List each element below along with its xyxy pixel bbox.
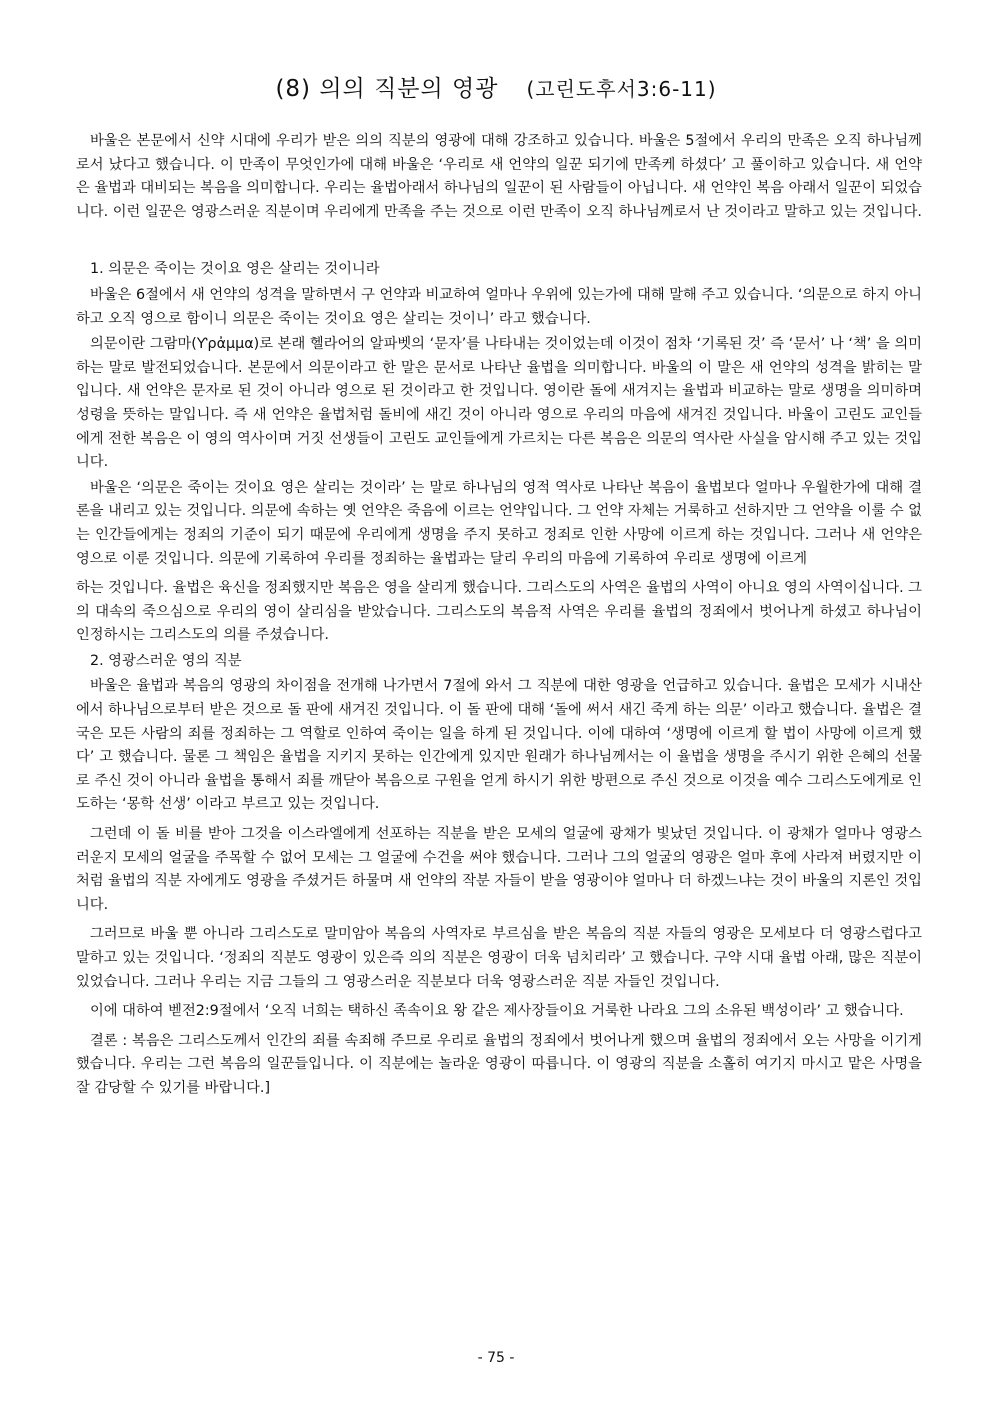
sermon-title: (8) 의의 직분의 영광 (275, 76, 499, 102)
page-title (0, 70, 992, 103)
scripture-reference: (고린도후서3:6-11) (526, 77, 717, 101)
document-body (76, 130, 922, 1107)
section-2-paragraph: 이에 대하여 벧전2:9절에서 ‘오직 너희는 택하신 족속이요 왕 같은 제사장들이요 거룩한 나라요 그의 소유된 백성이라’ 고 했습니다. (90, 1003, 904, 1020)
section-1-paragraph: 하는 것입니다. 율법은 육신을 정죄했지만 복음은 영을 살리게 했습니다. 그리스도의 사역은 율법의 사역이 아니요 영의 사역이십니다. 그의 대속의 죽으심으로 우리의 영이 살리심을 받았습니다. 그리스도의 복음적 사역은 우리를 율법의 정죄에서 벗어나게 하셨고 하나님이 인정하시는 그리스도의 의를 주셨습니다. (76, 580, 922, 644)
page-number: - 75 - (477, 1350, 515, 1366)
section-2-paragraph: 그런데 이 돌 비를 받아 그것을 이스라엘에게 선포하는 직분을 받은 모세의 얼굴에 광채가 빛났던 것입니다. 이 광채가 얼마나 영광스러운지 모세의 얼굴을 주목할 수 없어 모세는 그 얼굴에 수건을 써야 했습니다. 그러나 그의 얼굴의 영광은 얼마 후에 사라져 버렸지만 이처럼 율법의 직분 자에게도 영광을 주셨거든 하물며 새 언약의 작분 자들이 받을 영광이야 얼마나 더 하겠느냐는 것이 바울의 지론인 것입니다. (76, 826, 922, 913)
conclusion-paragraph: 결론 : 복음은 그리스도께서 인간의 죄를 속죄해 주므로 우리로 율법의 정죄에서 벗어나게 했으며 율법의 정죄에서 오는 사망을 이기게 했습니다. 우리는 그런 복음의 일꾼들입니다. 이 직분에는 놀라운 영광이 따릅니다. 이 영광의 직분을 소홀히 여기지 마시고 맡은 사명을 잘 감당할 수 있기를 바랍니다.] (76, 1032, 922, 1096)
section-1-paragraph: 바울은 ‘의문은 죽이는 것이요 영은 살리는 것이라’ 는 말로 하나님의 영적 역사로 나타난 복음이 율법보다 얼마나 우월한가에 대해 결론을 내리고 있는 것입니다. 의문에 속하는 옛 언약은 죽음에 이르는 언약입니다. 그 언약 자체는 거룩하고 선하지만 그 언약을 이룰 수 없는 인간들에게는 정죄의 기준이 되기 때문에 우리에게 생명을 주지 못하고 정죄로 인한 사망에 이르게 하는 것입니다. 그러나 새 언약은 영으로 이룬 것입니다. 의문에 기록하여 우리를 정죄하는 율법과는 달리 우리의 마음에 기록하여 우리로 생명에 이르게 (76, 479, 922, 567)
section-1-paragraph: 바울은 6절에서 새 언약의 성격을 말하면서 구 언약과 비교하여 얼마나 우위에 있는가에 대해 말해 주고 있습니다. ‘의문으로 하지 아니하고 오직 영으로 함이니 의문은 죽이는 것이요 영은 살리는 것이니’ 라고 했습니다. (76, 286, 922, 327)
intro-paragraph: 바울은 본문에서 신약 시대에 우리가 받은 의의 직분의 영광에 대해 강조하고 있습니다. 바울은 5절에서 우리의 만족은 오직 하나님께로서 났다고 했습니다. 이 만족이 무엇인가에 대해 바울은 ‘우리로 새 언약의 일꾼 되기에 만족케 하셨다’ 고 풀이하고 있습니다. 새 언약은 율법과 대비되는 복음을 의미합니다. 우리는 율법아래서 하나님의 일꾼이 된 사람들이 아닙니다. 새 언약인 복음 아래서 일꾼이 되었습니다. 이런 일꾼은 영광스러운 직분이며 우리에게 만족을 주는 것으로 이런 만족이 오직 하나님께로서 난 것이라고 말하고 있는 것입니다. (76, 133, 922, 220)
section-1-heading: 1. 의문은 죽이는 것이요 영은 살리는 것이니라 (90, 261, 380, 278)
section-2-heading: 2. 영광스러운 영의 직분 (90, 652, 242, 669)
section-1-paragraph: 의문이란 그람마(Ƴρἀμμα)로 본래 헬라어의 알파벳의 ‘문자’를 나타내는 것이었는데 이것이 점차 ‘기록된 것’ 즉 ‘문서’ 나 ‘책’ 을 의미하는 말로 발전되었습니다. 본문에서 의문이라고 한 말은 문서로 나타난 율법을 의미합니다. 바울의 이 말은 새 언약의 성격을 밝히는 말입니다. 새 언약은 문자로 된 것이 아니라 영으로 된 것이라고 한 것입니다. 영이란 돌에 새겨지는 율법과 비교하는 말로 생명을 의미하며 성령을 뜻하는 말입니다. 즉 새 언약은 율법처럼 돌비에 새긴 것이 아니라 영으로 우리의 마음에 새겨진 것입니다. 바울이 고린도 교인들에게 전한 복음은 이 영의 역사이며 거짓 선생들이 고린도 교인들에게 가르치는 다른 복음은 의문의 역사란 사실을 암시해 주고 있는 것입니다. (76, 336, 922, 471)
section-2-paragraph: 바울은 율법과 복음의 영광의 차이점을 전개해 나가면서 7절에 와서 그 직분에 대한 영광을 언급하고 있습니다. 율법은 모세가 시내산에서 하나님으로부터 받은 것으로 돌 판에 새겨진 것입니다. 이 돌 판에 대해 ‘돌에 써서 새긴 죽게 하는 의문’ 이라고 했습니다. 율법은 결국은 모든 사람의 죄를 정죄하는 그 역할로 인하여 죽이는 일을 하게 된 것입니다. 이에 대하여 ‘생명에 이르게 할 법이 사망에 이르게 했다’ 고 했습니다. 물론 그 책임은 율법을 지키지 못하는 인간에게 있지만 원래가 하나님께서는 이 율법을 생명을 주시기 위한 은혜의 선물로 주신 것이 아니라 율법을 통해서 죄를 깨닫아 복음으로 구원을 얻게 하시기 위한 방편으로 주신 것으로 이것을 예수 그리스도에게로 인도하는 ‘몽학 선생’ 이라고 부르고 있는 것입니다. (76, 678, 922, 813)
section-2-paragraph: 그러므로 바울 뿐 아니라 그리스도로 말미암아 복음의 사역자로 부르심을 받은 복음의 직분 자들의 영광은 모세보다 더 영광스럽다고 말하고 있는 것입니다. ‘정죄의 직분도 영광이 있은즉 의의 직분은 영광이 더욱 넘치리라’ 고 했습니다. 구약 시대 율법 아래, 많은 직분이 있었습니다. 그러나 우리는 지금 그들의 그 영광스러운 직분보다 더욱 영광스러운 직분 자들인 것입니다. (76, 926, 922, 990)
